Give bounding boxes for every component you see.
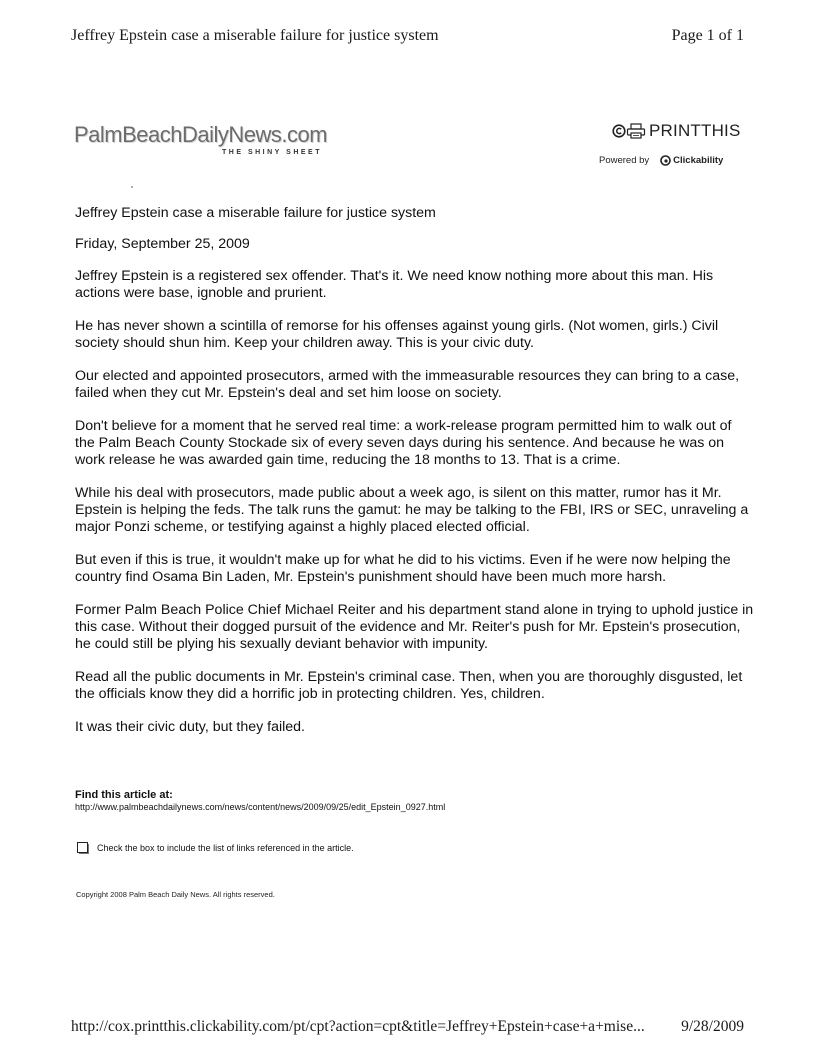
footer-date: 9/28/2009 bbox=[681, 1018, 744, 1035]
include-links-option[interactable] bbox=[77, 842, 354, 853]
print-header bbox=[71, 27, 744, 45]
article-paragraph: Former Palm Beach Police Chief Michael Reiter and his department stand alone in trying to uphold justice in this case. Without their dogged pursuit of the evidence and Mr. Reiter's push for Mr. Epstein's prosecution, he could still be plying his sexually deviant behavior with impunity. bbox=[75, 602, 754, 652]
include-links-checkbox[interactable] bbox=[77, 842, 88, 853]
copyright-c-icon bbox=[612, 124, 626, 138]
footer-url: http://cox.printthis.clickability.com/pt/cpt?action=cpt&title=Jeffrey+Epstein+case+a+mise... bbox=[71, 1018, 645, 1035]
logo-tagline: THE SHINY SHEET bbox=[222, 149, 322, 156]
scan-speck bbox=[131, 186, 133, 188]
printthis-brand bbox=[599, 121, 742, 166]
powered-by-text: Powered by bbox=[599, 155, 650, 166]
logo-wordmark: PalmBeachDailyNews.com bbox=[74, 122, 328, 147]
site-logo[interactable] bbox=[74, 122, 334, 156]
article-date: Friday, September 25, 2009 bbox=[75, 236, 250, 252]
article-url-link[interactable]: http://www.palmbeachdailynews.com/news/content/news/2009/09/25/edit_Epstein_0927.html bbox=[75, 802, 446, 812]
clickability-brand bbox=[660, 155, 723, 166]
article-paragraph: Our elected and appointed prosecutors, armed with the immeasurable resources they can bring to a case, failed when they cut Mr. Epstein's deal and set him loose on society. bbox=[75, 368, 740, 401]
printthis-label: PRINTTHIS bbox=[649, 121, 741, 140]
print-header-title: Jeffrey Epstein case a miserable failure for justice system bbox=[71, 27, 439, 44]
clickability-icon bbox=[660, 155, 673, 166]
clickability-label: Clickability bbox=[673, 155, 724, 166]
print-footer bbox=[71, 1018, 744, 1036]
article-paragraph: Don't believe for a moment that he served real time: a work-release program permitted him to walk out of the Palm Beach County Stockade six of every seven days during his sentence. And because he was on work release he was awarded gain time, reducing the 18 months to 13. That is a crime. bbox=[75, 418, 732, 468]
include-links-label: Check the box to include the list of links referenced in the article. bbox=[97, 842, 354, 853]
article-paragraph: It was their civic duty, but they failed. bbox=[75, 719, 305, 735]
article-paragraph: But even if this is true, it wouldn't make up for what he did to his victims. Even if he were now helping the country find Osama Bin Laden, Mr. Epstein's punishment should have been much more harsh. bbox=[75, 552, 731, 585]
printer-icon bbox=[626, 123, 646, 139]
article-paragraph: While his deal with prosecutors, made public about a week ago, is silent on this matter, rumor has it Mr. Epstein is helping the feds. The talk runs the gamut: he may be talking to the FBI, IRS or SEC, unraveling a major Ponzi scheme, or testifying against a highly placed elected official. bbox=[75, 485, 749, 535]
article-paragraph: Jeffrey Epstein is a registered sex offender. That's it. We need know nothing more about this man. His actions were base, ignoble and prurient. bbox=[75, 268, 714, 301]
article-paragraph: Read all the public documents in Mr. Epstein's criminal case. Then, when you are thoroughly disgusted, let the officials know they did a horrific job in protecting children. Yes, children. bbox=[75, 669, 743, 702]
copyright-notice: Copyright 2008 Palm Beach Daily News. All rights reserved. bbox=[76, 890, 275, 899]
article-paragraph: He has never shown a scintilla of remorse for his offenses against young girls. (Not women, girls.) Civil society should shun him. Keep your children away. This is your civic duty. bbox=[75, 318, 719, 351]
find-article bbox=[75, 789, 675, 812]
find-article-label: Find this article at: bbox=[75, 789, 173, 801]
article-headline: Jeffrey Epstein case a miserable failure for justice system bbox=[75, 205, 436, 221]
article-body bbox=[75, 205, 755, 752]
powered-by bbox=[599, 155, 759, 166]
page-number: Page 1 of 1 bbox=[671, 27, 744, 44]
